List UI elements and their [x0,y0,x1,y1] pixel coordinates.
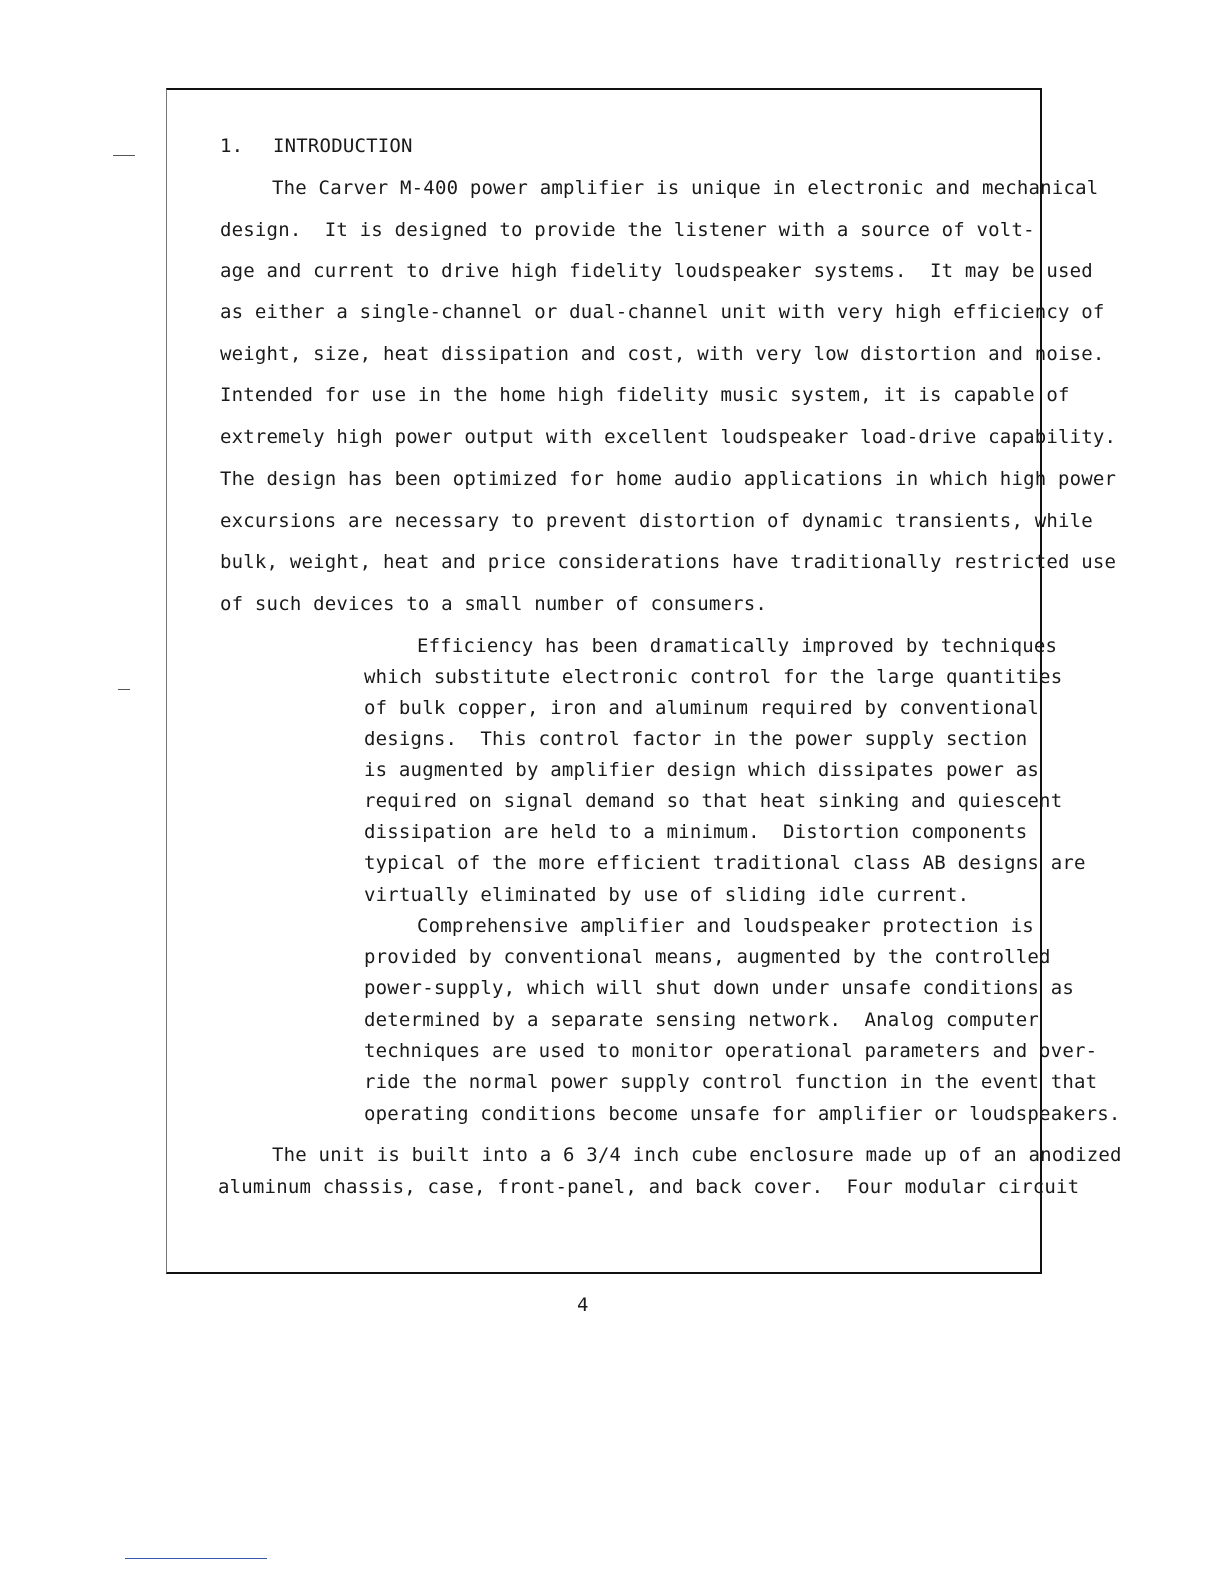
text-line: ride the normal power supply control function in the event that [364,1071,1098,1093]
section-title: INTRODUCTION [273,135,413,157]
text-line: weight, size, heat dissipation and cost, with very low distortion and noise. [220,343,1105,365]
text-line: Intended for use in the home high fidelity music system, it is capable of [220,384,1070,406]
text-line: power-supply, which will shut down under unsafe conditions as [364,977,1074,999]
text-line: aluminum chassis, case, front-panel, and back cover. Four modular circuit [218,1176,1080,1198]
text-line: dissipation are held to a minimum. Distortion components [364,821,1028,843]
text-line: operating conditions become unsafe for amplifier or loudspeakers. [364,1103,1121,1125]
text-line: The design has been optimized for home audio applications in which high power [220,468,1117,490]
text-line: The unit is built into a 6 3/4 inch cube enclosure made up of an anodized [272,1144,1122,1166]
bottom-rule [125,1558,267,1559]
text-line: which substitute electronic control for the large quantities [364,666,1063,688]
text-line: virtually eliminated by use of sliding idle current. [364,884,970,906]
text-line: techniques are used to monitor operational parameters and over- [364,1040,1098,1062]
text-line: design. It is designed to provide the listener with a source of volt- [220,219,1035,241]
margin-mark [113,155,135,156]
text-line: designs. This control factor in the power supply section [364,728,1028,750]
text-line: age and current to drive high fidelity loudspeaker systems. It may be used [220,260,1093,282]
text-line: bulk, weight, heat and price considerations have traditionally restricted use [220,551,1117,573]
text-line: The Carver M-400 power amplifier is unique in electronic and mechanical [272,177,1099,199]
text-line: is augmented by amplifier design which dissipates power as [364,759,1040,781]
text-line: of such devices to a small number of consumers. [220,593,768,615]
text-line: of bulk copper, iron and aluminum required by conventional [364,697,1040,719]
text-line: determined by a separate sensing network. Analog computer [364,1009,1040,1031]
text-line: required on signal demand so that heat sinking and quiescent [364,790,1063,812]
text-line: as either a single-channel or dual-channel unit with very high efficiency of [220,301,1105,323]
text-line: provided by conventional means, augmented by the controlled [364,946,1051,968]
text-line: Comprehensive amplifier and loudspeaker protection is [417,915,1034,937]
section-number: 1. [220,135,244,157]
margin-mark [118,689,130,690]
text-line: Efficiency has been dramatically improved by techniques [417,635,1058,657]
page-number: 4 [577,1294,589,1316]
text-line: typical of the more efficient traditional class AB designs are [364,852,1086,874]
text-line: excursions are necessary to prevent distortion of dynamic transients, while [220,510,1093,532]
text-line: extremely high power output with excellent loudspeaker load-drive capability. [220,426,1117,448]
